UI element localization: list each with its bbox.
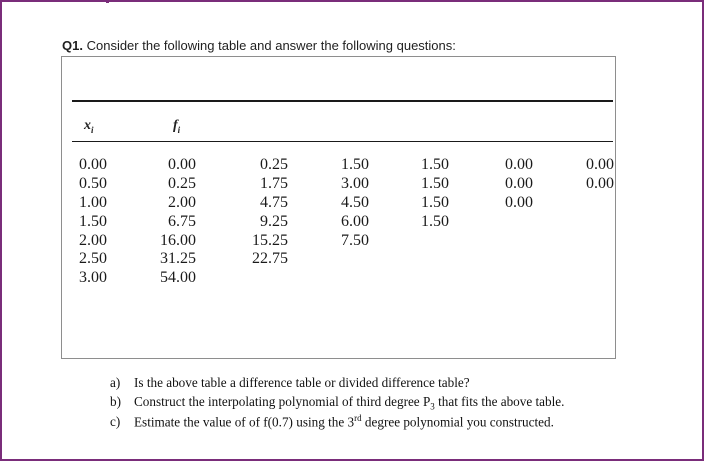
subscript: 3 [430, 401, 435, 412]
table-column-1 [79, 156, 107, 288]
table-cell: 0.00 [168, 156, 196, 173]
table-cell: 4.50 [341, 193, 369, 211]
header-f-subscript: i [177, 124, 181, 135]
header-x [84, 118, 94, 135]
table-column-7 [586, 156, 614, 194]
table-cell: 3.00 [79, 269, 107, 287]
subquestion-text-end: that fits the above table. [434, 394, 565, 409]
subquestion-c [110, 413, 564, 432]
table-column-3 [252, 156, 288, 269]
table-column-2 [160, 156, 196, 288]
subquestion-text: Is the above table a difference table or divided difference table? [134, 375, 470, 390]
table-cell: 0.25 [260, 156, 288, 173]
table-cell: 2.50 [79, 250, 107, 268]
subquestion-list [110, 375, 564, 432]
subquestion-text: Estimate the value of of f(0.7) using the 3 [134, 414, 355, 430]
question-text: Consider the following table and answer the following questions: [86, 38, 456, 53]
table-cell: 2.00 [168, 193, 196, 211]
table-cell: 1.50 [421, 193, 449, 211]
table-cell: 0.00 [505, 156, 533, 173]
table-cell: 1.50 [341, 156, 369, 173]
table-cell: 6.75 [168, 212, 196, 230]
table-cell: 0.25 [168, 174, 196, 192]
table-cell: 1.50 [421, 174, 449, 192]
table-cell: 2.00 [79, 231, 107, 249]
table-cell: 9.25 [260, 212, 288, 230]
subquestion-label: a) [110, 375, 121, 390]
superscript: rd [354, 413, 362, 423]
subquestion-label: c) [110, 414, 121, 430]
table-cell: 6.00 [341, 212, 369, 230]
table-cell: 15.25 [252, 231, 288, 249]
subquestion-b [110, 394, 564, 413]
table-cell: 7.50 [341, 231, 369, 249]
table-column-4 [341, 156, 369, 250]
table-cell: 31.25 [160, 250, 196, 268]
table-cell: 0.00 [79, 156, 107, 173]
table-column-5 [421, 156, 449, 232]
subquestion-text: Construct the interpolating polynomial of third degree P [134, 394, 431, 409]
question-heading [62, 38, 456, 53]
table-column-6 [505, 156, 533, 213]
subquestion-text-end: degree polynomial you constructed. [361, 414, 554, 430]
header-f-symbol: f [173, 118, 178, 133]
table-top-rule [72, 100, 613, 102]
question-number: Q1. [62, 38, 83, 53]
table-cell: 0.00 [505, 193, 533, 211]
table-cell: 0.00 [586, 174, 614, 192]
subquestion-label: b) [110, 394, 121, 409]
header-x-subscript: i [91, 124, 94, 135]
header-f [173, 118, 180, 135]
table-cell: 54.00 [160, 269, 196, 287]
table-cell: 1.50 [421, 156, 449, 173]
table-cell: 4.75 [260, 193, 288, 211]
table-cell: 16.00 [160, 231, 196, 249]
header-x-symbol: x [84, 118, 91, 133]
table-cell: 1.50 [421, 212, 449, 230]
table-cell: 0.00 [505, 174, 533, 192]
table-cell: 1.00 [79, 193, 107, 211]
table-cell: 0.50 [79, 174, 107, 192]
table-cell: 22.75 [252, 250, 288, 268]
table-cell: 3.00 [341, 174, 369, 192]
table-header-rule [72, 141, 613, 142]
table-cell: 1.50 [79, 212, 107, 230]
table-cell: 0.00 [586, 156, 614, 173]
subquestion-a [110, 375, 564, 394]
table-cell: 1.75 [260, 174, 288, 192]
top-mark [106, 0, 109, 3]
